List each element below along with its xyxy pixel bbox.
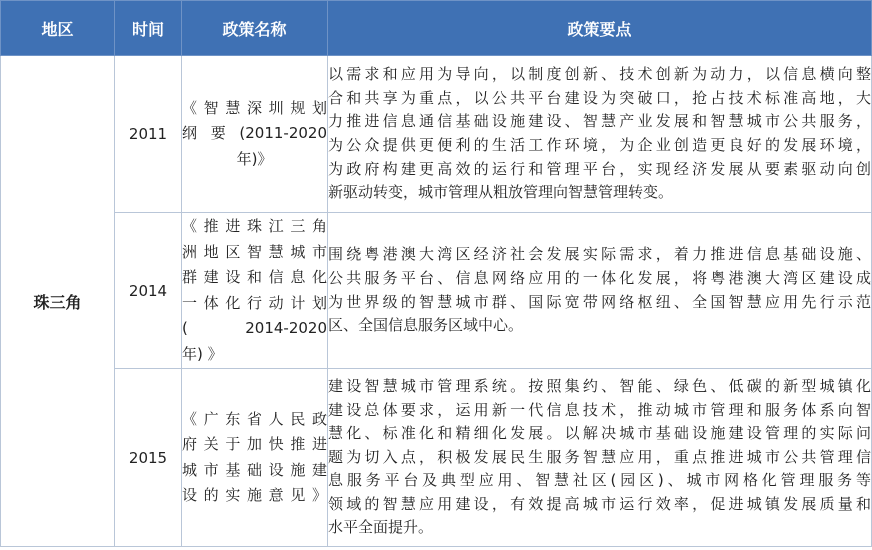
policy-points-line: 慧化、标准化和精细化发展。以解决城市基础设施建设管理的实际问 [328,424,871,443]
policy-name-line: 年)》 [236,149,273,168]
policy-points-line: 合和共享为重点，以公共平台建设为突破口，抢占技术标准高地，大 [328,88,871,107]
header-year: 时间 [115,1,182,56]
policy-name-cell [182,213,328,369]
table-row [1,369,872,547]
policy-name-line: 纲要(2011-2020 [182,124,327,143]
year-cell: 2015 [115,369,182,547]
policy-points-cell [328,369,872,547]
header-region: 地区 [1,1,115,56]
policy-name-cell [182,56,328,213]
policy-name-line: ( 2014-2020 [182,319,327,337]
policy-points-line: 以需求和应用为导向，以制度创新、技术创新为动力，以信息横向整 [328,65,871,84]
policy-name-line: 《推进珠江三角 [182,217,327,235]
policy-name-line: 一体化行动计划 [182,293,327,312]
policy-points-line: 为公众提供更便利的生活工作环境，为企业创造更良好的发展环境， [328,136,871,154]
year-cell: 2011 [115,56,182,213]
table-row [1,213,872,369]
policy-points-line: 题为切入点，积极发展民生服务智慧应用，重点推进城市公共管理信 [328,447,871,466]
table-row [1,56,872,213]
policy-points-line: 区、全国信息服务区域中心。 [328,316,524,335]
policy-points-line: 新驱动转变，城市管理从粗放管理向智慧管理转变。 [328,183,674,202]
policy-points-line: 为政府构建更高效的运行和管理平台，实现经济发展从要素驱动向创 [328,159,871,178]
region-cell: 珠三角 [1,56,115,547]
policy-name-line: 《广东省人民政 [182,409,327,428]
year-cell: 2014 [115,213,182,369]
policy-points-line: 水平全面提升。 [328,518,434,537]
policy-points-line: 息服务平台及典型应用、智慧社区(园区)、城市网格化管理服务等 [328,471,871,490]
policy-points-line: 建设智慧城市管理系统。按照集约、智能、绿色、低碳的新型城镇化 [328,376,871,395]
policy-name-line: 《智慧深圳规划 [182,98,327,117]
header-policy-points: 政策要点 [328,1,872,56]
policy-name-line: 群建设和信息化 [182,268,327,286]
header-row [1,1,872,56]
policy-points-cell [328,56,872,213]
policy-name-cell [182,369,328,547]
policy-name-line: 洲地区智慧城市 [182,242,327,261]
policy-points-line: 建设总体要求，运用新一代信息技术，推动城市管理和服务体系向智 [328,400,871,419]
policy-points-line: 公共服务平台、信息网络应用的一体化发展，将粤港澳大湾区建设成 [328,268,871,287]
policy-points-cell [328,213,872,369]
policy-points-line: 为世界级的智慧城市群、国际宽带网络枢纽、全国智慧应用先行示范 [328,292,871,311]
policy-points-line: 力推进信息通信基础设施建设、智慧产业发展和智慧城市公共服务， [328,112,871,131]
policy-name-line: 年) 》 [182,344,223,363]
header-policy-name: 政策名称 [182,1,328,56]
policy-name-line: 城市基础设施建 [182,460,327,479]
policy-name-line: 设的实施意见》 [182,486,327,504]
policy-name-line: 府关于加快推进 [182,435,327,453]
policy-points-line: 领域的智慧应用建设，有效提高城市运行效率，促进城镇发展质量和 [328,494,871,513]
policy-points-line: 围绕粤港澳大湾区经济社会发展实际需求，着力推进信息基础设施、 [328,245,871,264]
